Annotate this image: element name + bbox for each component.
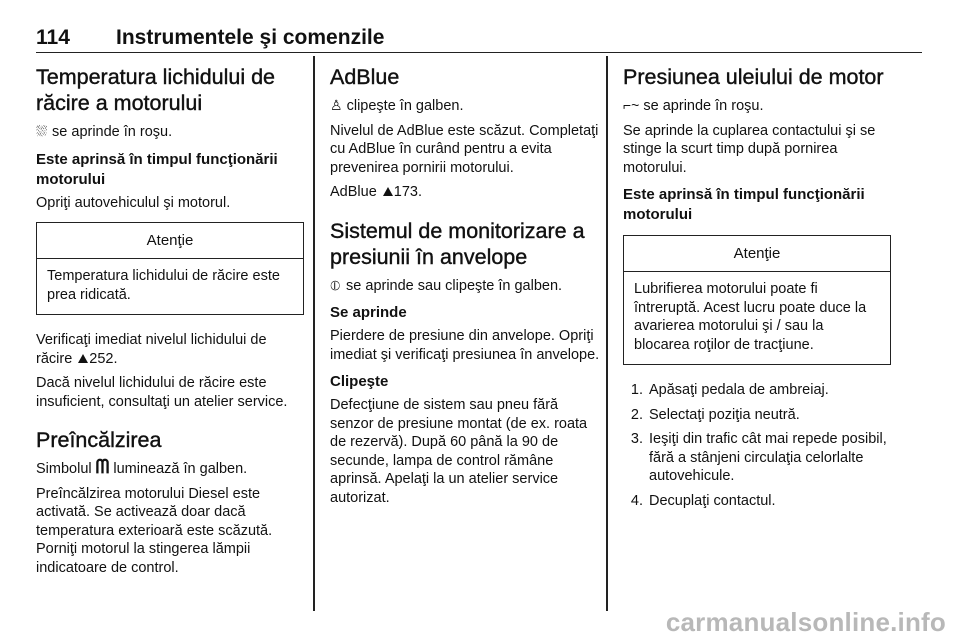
section-heading: Temperatura lichidului de răcire a motorului — [36, 65, 276, 115]
list-item: 2. Selectaţi poziţia neutră. — [647, 406, 891, 425]
list-item: 3. Ieşiţi din trafic cât mai repede posibil, fără a stânjeni circulaţia celorlalte autovehicule. — [647, 430, 891, 486]
caution-body: Temperatura lichidului de răcire este prea ridicată. — [47, 268, 280, 303]
section-heading: Sistemul de monitorizare a presiunii în anvelope — [330, 218, 585, 269]
subheading: Se aprinde — [330, 304, 407, 321]
paragraph: Nivelul de AdBlue este scăzut. Completaţi cu AdBlue în curând pentru a evita prevenirea pornirii motorului. — [330, 122, 599, 176]
reference-text: AdBlue — [330, 184, 377, 200]
subheading: Este aprinsă în timpul funcţionării motorului — [623, 186, 865, 223]
paragraph: Pierdere de presiune din anvelope. Opriţi imediat şi verificaţi presiunea în anvelope. — [330, 328, 600, 363]
paragraph: Preîncălzirea motorului Diesel este activată. Se activează doar dacă temperatura exterioară este scăzută. Porniţi motorul la stingerea lămpii indicatoare de control. — [36, 485, 273, 576]
symbol-text: Simbolul — [36, 461, 92, 477]
paragraph — [330, 276, 600, 296]
caution-body: Lubrifierea motorului poate fi întreruptă. Acest lucru poate duce la avarierea motorului şi / sau la blocarea roţilor de tracţiune. — [634, 281, 867, 353]
page-reference-icon — [78, 354, 88, 363]
caution-title: Atenţie — [37, 223, 303, 259]
caution-box — [623, 235, 891, 365]
page-header — [36, 22, 922, 53]
chapter-title: Instrumentele şi comenzile — [116, 26, 385, 49]
tpms-line-text: se aprinde sau clipeşte în galben. — [346, 277, 563, 294]
list-item: 4. Decuplaţi contactul. — [647, 492, 891, 511]
column-2 — [330, 64, 600, 513]
adblue-icon: ♙ — [330, 97, 343, 113]
paragraph — [36, 122, 304, 142]
tire-pressure-icon: ⦶ — [330, 276, 341, 293]
caution-title: Atenţie — [624, 236, 890, 272]
page-reference[interactable]: 173. — [393, 184, 423, 200]
paragraph: Se aprinde la cuplarea contactului şi se stinge la scurt timp după pornirea motorului. — [623, 122, 876, 176]
section-heading: Presiunea uleiului de motor — [623, 65, 884, 89]
coolant-line-text: se aprinde în roşu. — [52, 124, 173, 140]
paragraph — [36, 331, 304, 368]
page-number: 114 — [36, 26, 70, 49]
check-text: Verificaţi imediat nivelul lichidului de răcire — [36, 332, 267, 367]
column-3 — [623, 64, 891, 516]
column-divider — [313, 56, 315, 611]
paragraph — [36, 459, 304, 479]
oil-line-text: se aprinde în roşu. — [643, 98, 764, 114]
glow-plug-icon: ᗰ — [95, 457, 110, 478]
page-reference[interactable]: 252. — [89, 350, 118, 367]
section-heading: AdBlue — [330, 65, 400, 89]
steps-list — [623, 381, 891, 510]
paragraph: Dacă nivelul lichidului de răcire este insuficient, consultaţi un atelier service. — [36, 375, 288, 410]
list-item: 1. Apăsaţi pedala de ambreiaj. — [647, 381, 891, 400]
symbol-text: luminează în galben. — [113, 461, 248, 477]
column-1 — [36, 64, 304, 583]
column-divider — [606, 56, 608, 611]
caution-box — [36, 222, 304, 315]
oil-pressure-icon: ⌐~ — [623, 97, 640, 113]
paragraph — [330, 96, 600, 116]
section-heading: Preîncălzirea — [36, 428, 162, 452]
paragraph: Defecţiune de sistem sau pneu fără senzor de presiune montat (de ex. roata de rezervă). După 60 până la 90 de secunde, lampa de control rămâne aprinsă. Apelaţi la un atelier service autorizat. — [330, 397, 588, 506]
subheading: Este aprinsă în timpul funcţionării motorului — [36, 150, 278, 188]
paragraph — [623, 96, 891, 116]
watermark: carmanualsonline.info — [665, 607, 946, 637]
adblue-line-text: clipeşte în galben. — [346, 98, 464, 114]
page-reference-icon — [383, 187, 393, 196]
paragraph — [330, 183, 600, 202]
subheading: Clipeşte — [330, 373, 389, 390]
coolant-temperature-icon: ⛆ — [36, 123, 48, 139]
paragraph: Opriţi autovehiculul şi motorul. — [36, 194, 231, 211]
